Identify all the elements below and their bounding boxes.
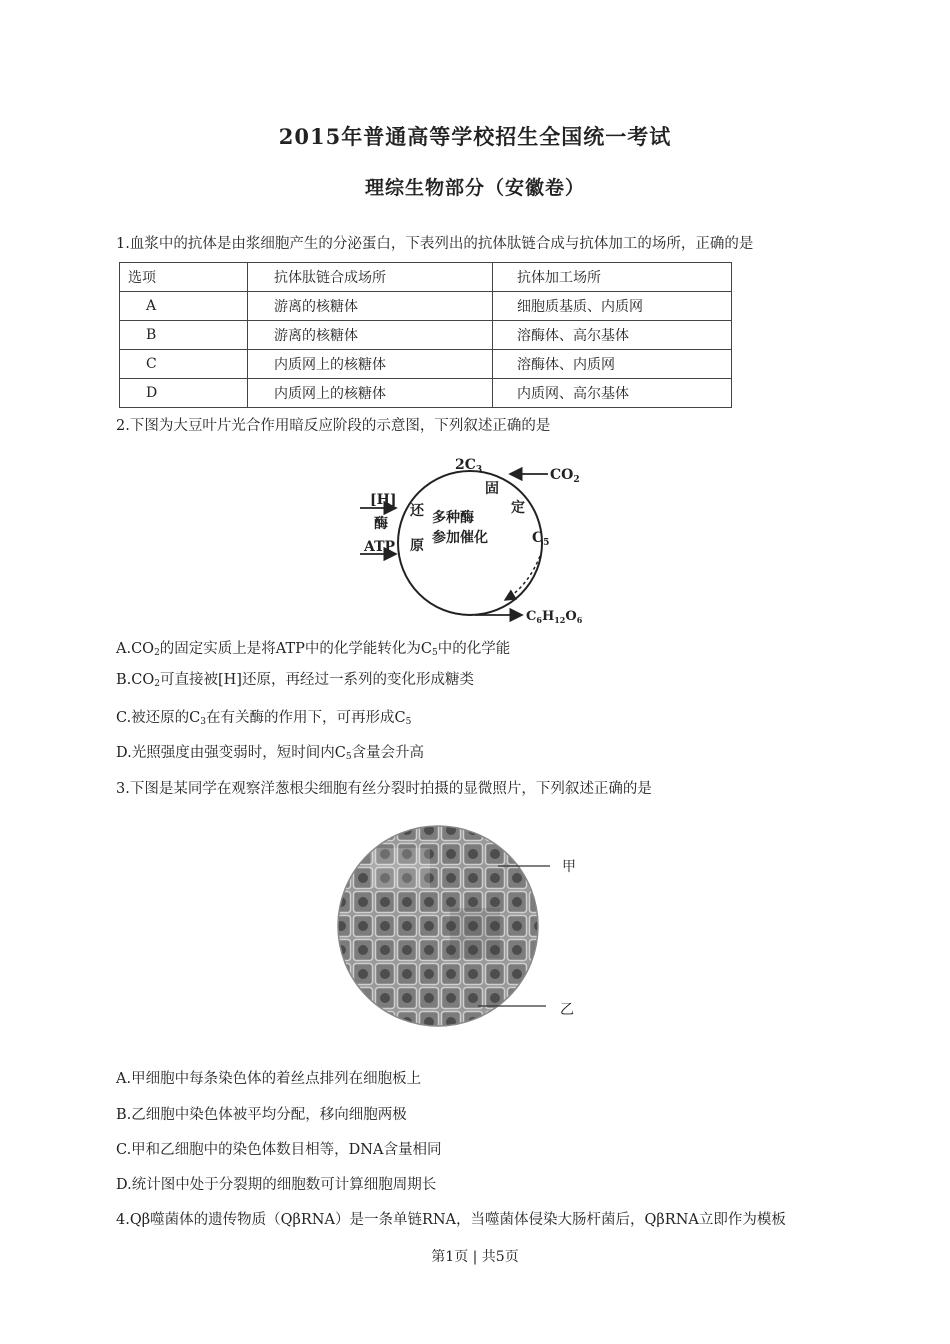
page-subtitle: 理综生物部分（安徽卷） (364, 177, 585, 199)
dark-reaction-diagram (350, 448, 590, 625)
q1-cell-synthesis: 内质网上的核糖体 (248, 379, 493, 408)
q2-option-c: C.被还原的$C_3$在有关酶的作用下，可再形成$C_5$ (116, 710, 412, 727)
reduction-label-1: 还 (410, 503, 424, 519)
table-row (120, 321, 732, 350)
q3-option-d: D.统计图中处于分裂期的细胞数可计算细胞周期长 (116, 1177, 437, 1193)
reduction-label-2: 原 (410, 538, 424, 554)
label-jia: 甲 (562, 859, 576, 875)
q3-option-b: B.乙细胞中染色体被平均分配，移向细胞两极 (116, 1107, 407, 1123)
table-row (120, 292, 732, 321)
c5-label: $C_5$ (532, 530, 550, 548)
q1-cell-synthesis: 内质网上的核糖体 (248, 350, 493, 379)
center-label-1: 多种酶 (432, 510, 474, 526)
page-footer: 第1页 | 共5页 (431, 1249, 519, 1265)
q1-table (119, 262, 732, 408)
q1-header-synthesis: 抗体肽链合成场所 (248, 263, 493, 292)
micrograph-field (338, 826, 538, 1026)
q2-option-a: $A.CO_2$的固定实质上是将ATP中的化学能转化为$C_5$中的化学能 (116, 641, 511, 658)
h-label: [H] (370, 492, 397, 508)
q1-cell-option: A (120, 292, 248, 321)
q3-option-a: A.甲细胞中每条染色体的着丝点排列在细胞板上 (116, 1071, 422, 1087)
q1-table-header (120, 263, 732, 292)
q4-stem: 4.Qβ噬菌体的遗传物质（QβRNA）是一条单链RNA，当噬菌体侵染大肠杆菌后，QβRNA立即作为模板 (116, 1212, 786, 1228)
q1-stem: 1.血浆中的抗体是由浆细胞产生的分泌蛋白，下表列出的抗体肽链合成与抗体加工的场所，正确的是 (116, 236, 754, 252)
q2-stem: 2.下图为大豆叶片光合作用暗反应阶段的示意图，下列叙述正确的是 (116, 418, 551, 434)
center-label-2: 参加催化 (432, 530, 488, 546)
q3-stem: 3.下图是某同学在观察洋葱根尖细胞有丝分裂时拍摄的显微照片，下列叙述正确的是 (116, 781, 652, 797)
q1-header-option: 选项 (120, 263, 248, 292)
co2-label: $CO_2$ (550, 467, 580, 485)
q1-cell-synthesis: 游离的核糖体 (248, 292, 493, 321)
q1-cell-processing: 溶酶体、高尔基体 (493, 321, 732, 350)
q1-cell-processing: 细胞质基质、内质网 (493, 292, 732, 321)
q1-cell-processing: 内质网、高尔基体 (493, 379, 732, 408)
q1-cell-synthesis: 游离的核糖体 (248, 321, 493, 350)
fixation-label-2: 定 (511, 500, 525, 516)
atp-label: ATP (364, 539, 396, 555)
q1-cell-option: B (120, 321, 248, 350)
table-row (120, 379, 732, 408)
q1-cell-option: D (120, 379, 248, 408)
q3-option-c: C.甲和乙细胞中的染色体数目相等，DNA含量相同 (116, 1142, 442, 1158)
c3-label: $2C_3$ (455, 457, 483, 475)
q1-cell-option: C (120, 350, 248, 379)
q1-header-processing: 抗体加工场所 (493, 263, 732, 292)
fixation-label-1: 固 (485, 481, 499, 497)
enzyme-label: 酶 (374, 516, 388, 532)
table-row (120, 350, 732, 379)
label-yi: 乙 (560, 1002, 574, 1018)
micrograph (330, 818, 610, 1028)
page-title: 2015年普通高等学校招生全国统一考试 (278, 124, 672, 149)
q1-cell-processing: 溶酶体、内质网 (493, 350, 732, 379)
glucose-label: $C_6H_{12}O_6$ (526, 609, 583, 625)
q2-option-d: D.光照强度由强变弱时，短时间内$C_5$含量会升高 (116, 745, 425, 762)
q2-option-b: $B.CO_2$可直接被[H]还原，再经过一系列的变化形成糖类 (116, 672, 474, 689)
